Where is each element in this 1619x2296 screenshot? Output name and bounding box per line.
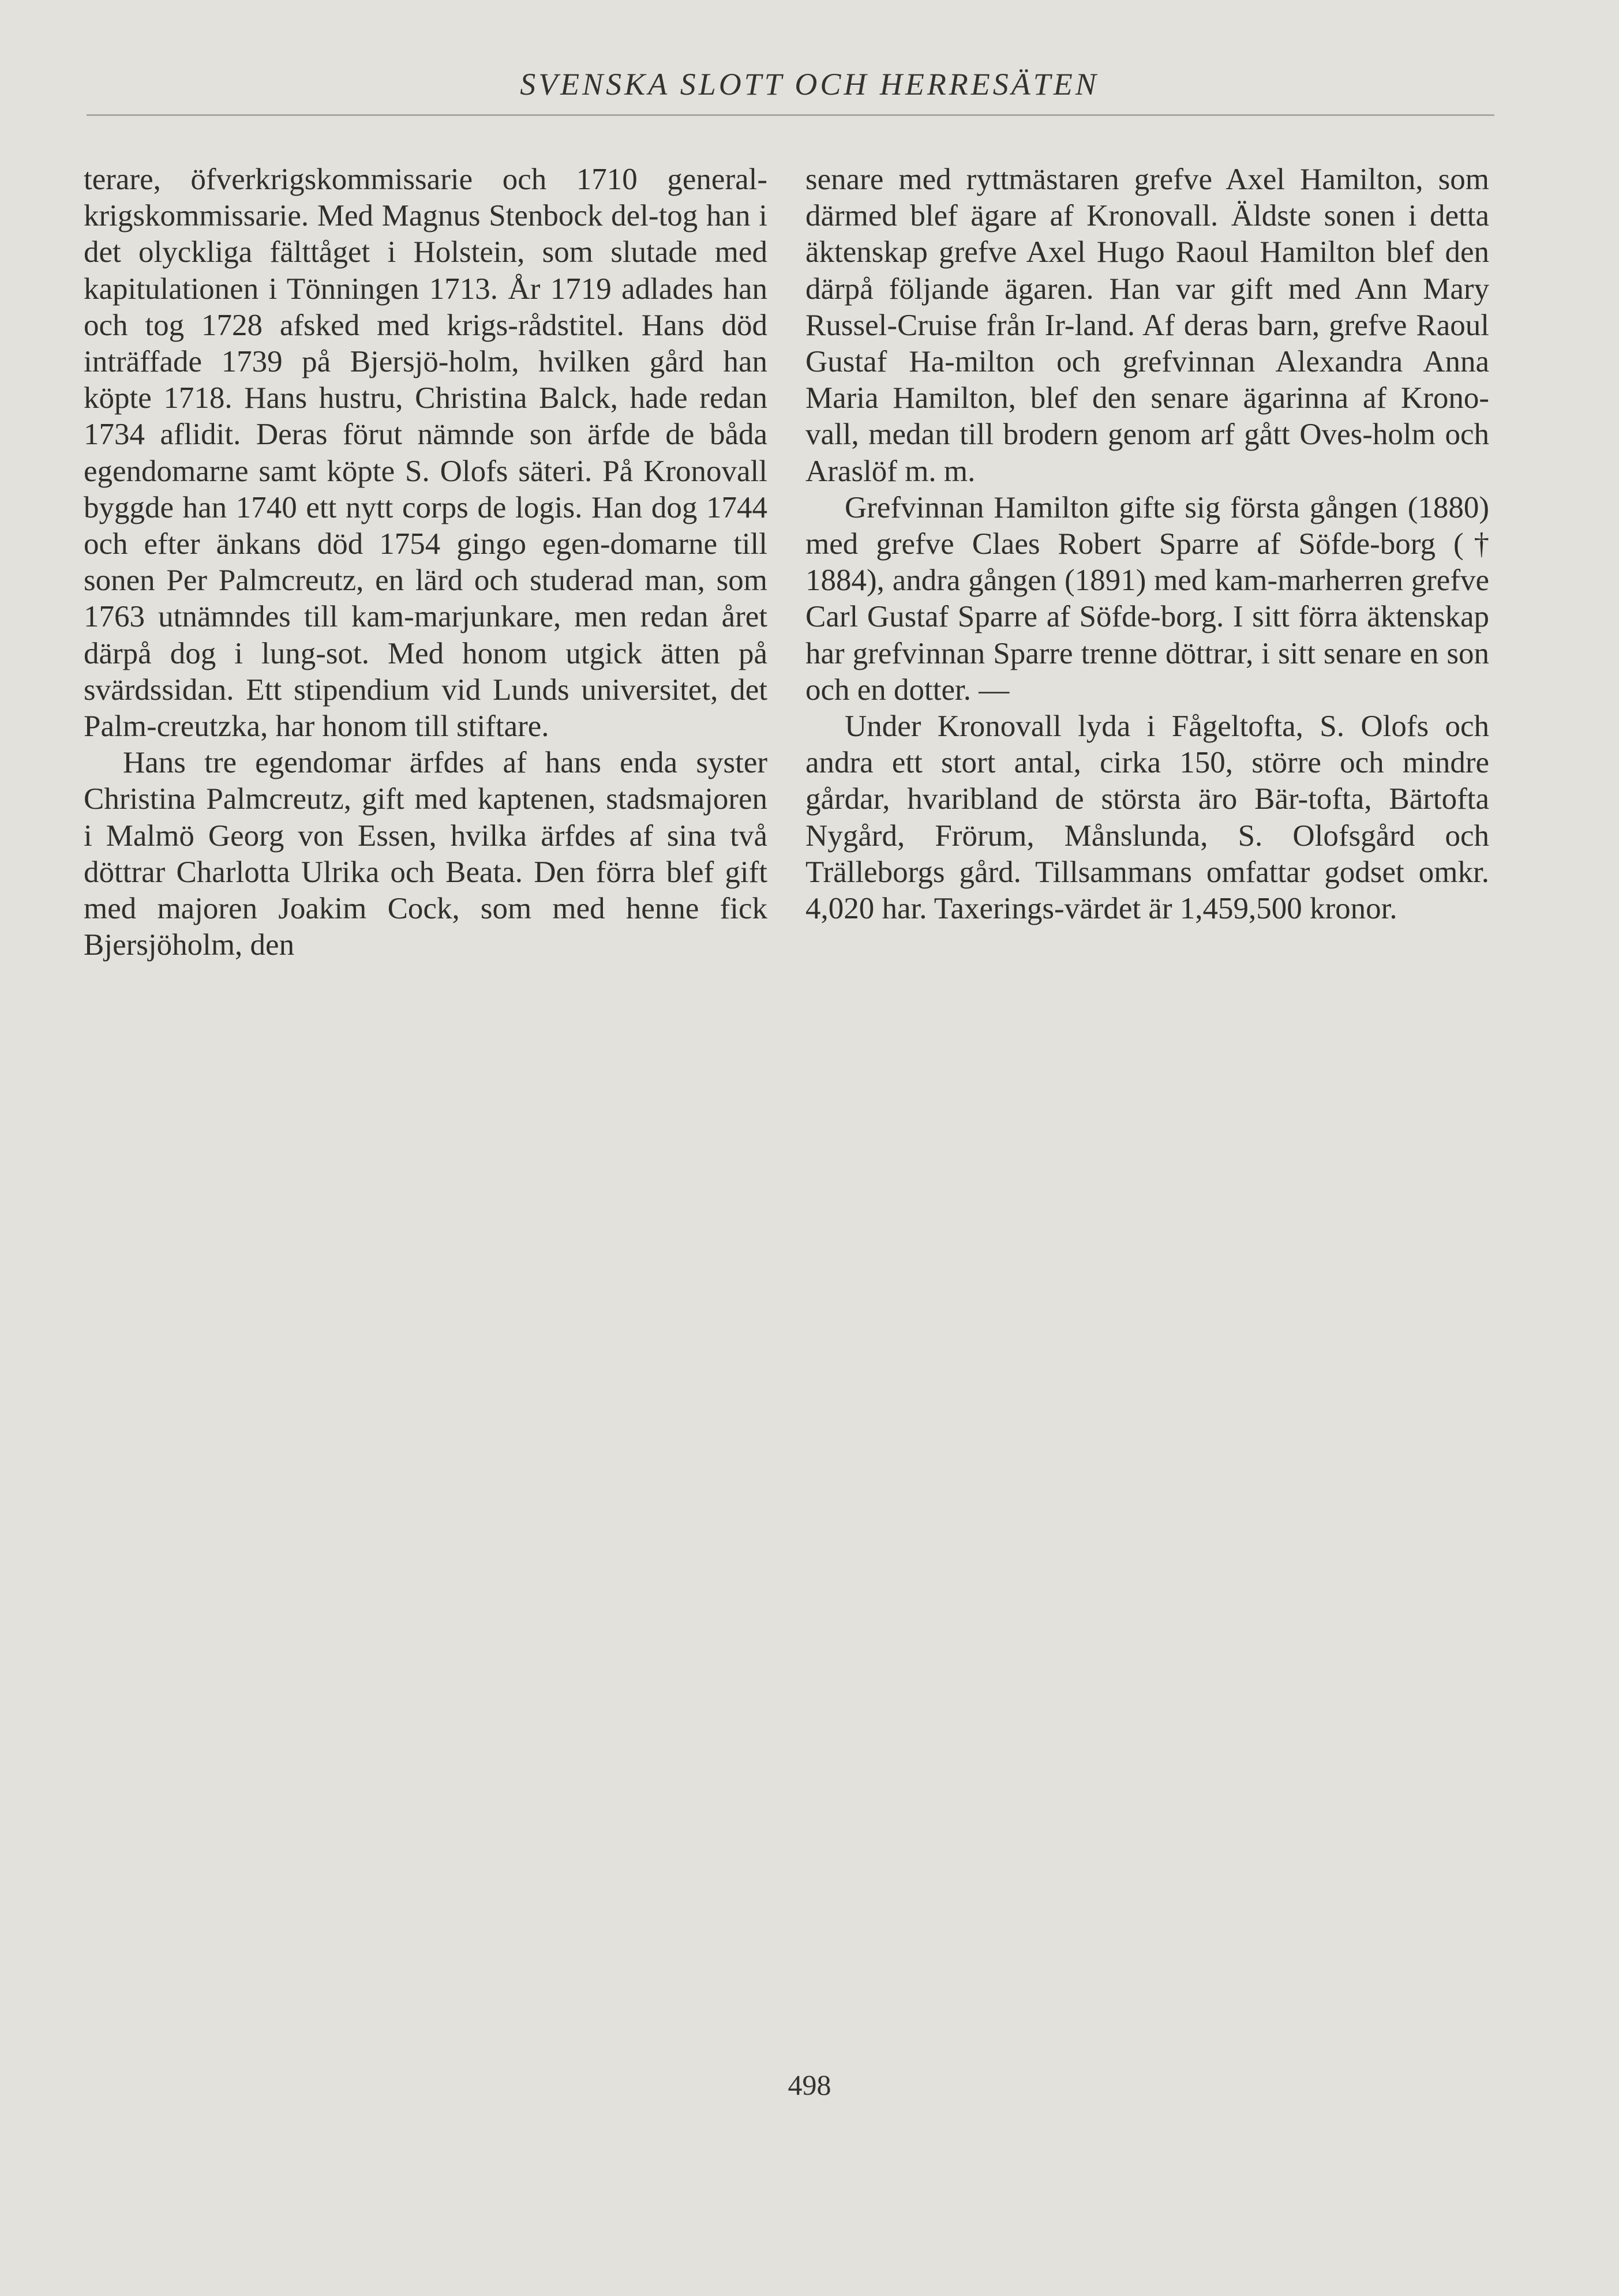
paragraph: senare med ryttmästaren grefve Axel Hamilton, som därmed blef ägare af Kronovall. Äldste sonen i detta äktenskap grefve Axel Hugo Raoul Hamilton blef den därpå följande ägaren. Han var gift med Ann Mary Russel-Cruise från Ir-land. Af deras barn, grefve Raoul Gustaf Ha-milton och grefvinnan Alexandra Anna Maria Hamilton, blef den senare ägarinna af Krono-vall, medan till brodern genom arf gått Oves-holm och Araslöf m. m.: [805, 163, 1489, 488]
paragraph: Hans tre egendomar ärfdes af hans enda syster Christina Palmcreutz, gift med kaptenen, stadsmajoren i Malmö Georg von Essen, hvilka ärfdes af sina två döttrar Charlotta Ulrika och Beata. Den förra blef gift med majoren Joakim Cock, som med henne fick Bjersjöholm, den: [84, 746, 767, 962]
paragraph: Grefvinnan Hamilton gifte sig första gången (1880) med grefve Claes Robert Sparre af Söfde-borg († 1884), andra gången (1891) med kam-marherren grefve Carl Gustaf Sparre af Söfde-borg. I sitt förra äktenskap har grefvinnan Sparre trenne döttrar, i sitt senare en son och en dotter. —: [805, 490, 1489, 707]
left-text-column: [84, 162, 767, 963]
header-rule: [87, 114, 1494, 116]
running-head-title: SVENSKA SLOTT OCH HERRESÄTEN: [520, 67, 1099, 102]
paragraph: Under Kronovall lyda i Fågeltofta, S. Olofs och andra ett stort antal, cirka 150, större och mindre gårdar, hvaribland de största äro Bär-tofta, Bärtofta Nygård, Frörum, Månslunda, S. Olofsgård och Trälleborgs gård. Tillsammans omfattar godset omkr. 4,020 har. Taxerings-värdet är 1,459,500 kronor.: [805, 710, 1489, 926]
paragraph: terare, öfverkrigskommissarie och 1710 general-krigskommissarie. Med Magnus Stenbock del-tog han i det olyckliga fälttåget i Holstein, som slutade med kapitulationen i Tönningen 1713. År 1719 adlades han och tog 1728 afsked med krigs-rådstitel. Hans död inträffade 1739 på Bjersjö-holm, hvilken gård han köpte 1718. Hans hustru, Christina Balck, hade redan 1734 aflidit. Deras förut nämnde son ärfde de båda egendomarne samt köpte S. Olofs säteri. På Kronovall byggde han 1740 ett nytt corps de logis. Han dog 1744 och efter änkans död 1754 gingo egen-domarne till sonen Per Palmcreutz, en lärd och studerad man, som 1763 utnämndes till kam-marjunkare, men redan året därpå dog i lung-sot. Med honom utgick ätten på svärdssidan. Ett stipendium vid Lunds universitet, det Palm-creutzka, har honom till stiftare.: [84, 163, 767, 744]
page-number: 498: [788, 2069, 831, 2101]
right-text-column: [805, 162, 1489, 927]
